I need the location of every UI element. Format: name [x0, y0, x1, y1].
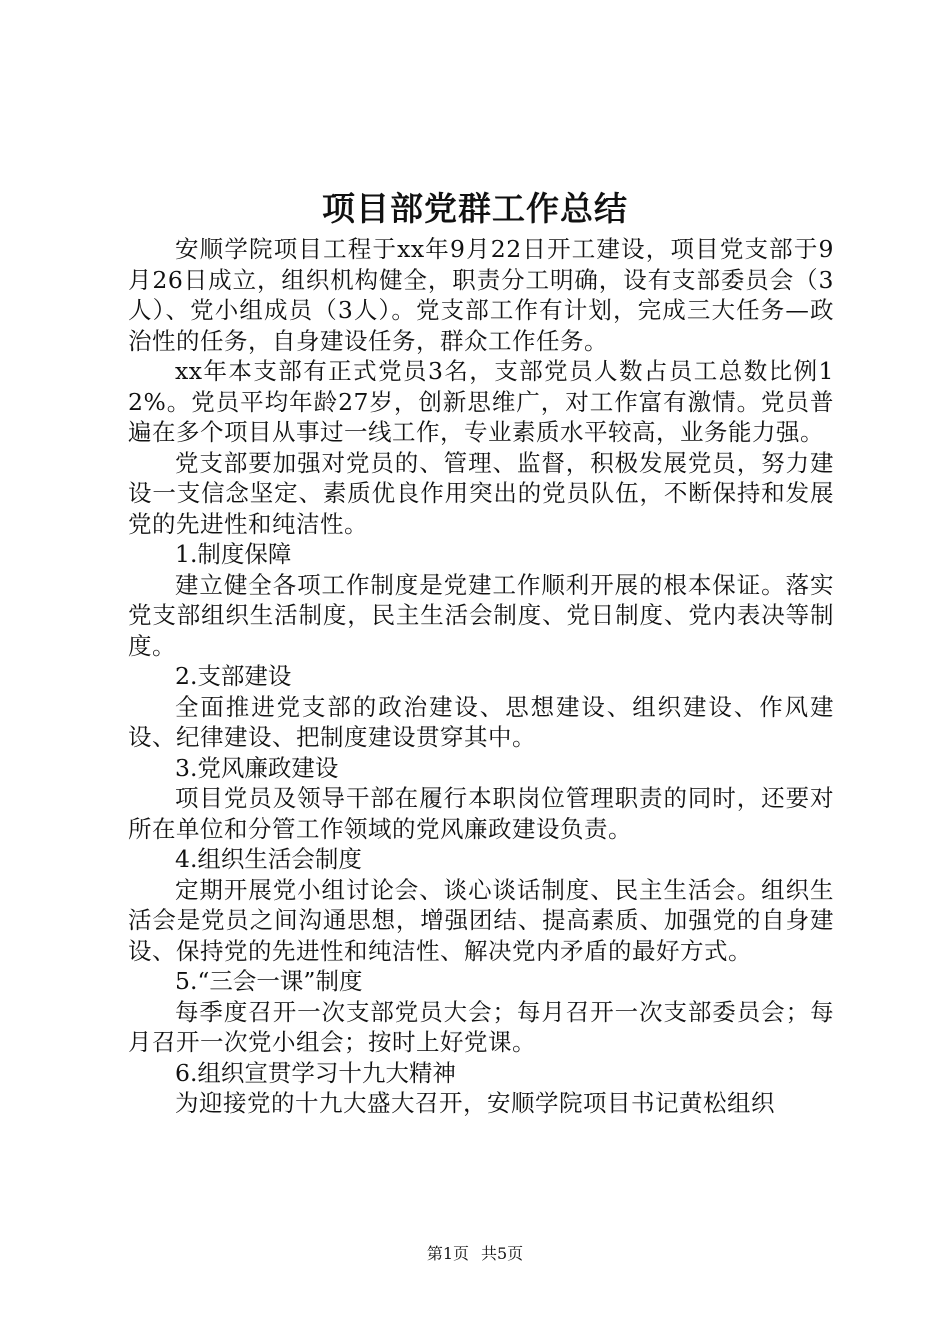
intro-paragraph-1: 安顺学院项目工程于xx年9月22日开工建设，项目党支部于9月26日成立，组织机构健全，职责分工明确，设有支部委员会（3人）、党小组成员（3人）。党支部工作有计划，完成三大任务—政治性的任务，自身建设任务，群众工作任务。: [128, 235, 834, 355]
section-text-4: 定期开展党小组讨论会、谈心谈话制度、民主生活会。组织生活会是党员之间沟通思想，增强团结、提高素质、加强党的自身建设、保持党的先进性和纯洁性、解决党内矛盾的最好方式。: [128, 875, 834, 965]
section-heading-1: 1.制度保障: [175, 540, 292, 568]
section-text-5: 每季度召开一次支部党员大会；每月召开一次支部委员会；每月召开一次党小组会；按时上好党课。: [128, 997, 834, 1056]
section-text-2: 全面推进党支部的政治建设、思想建设、组织建设、作风建设、纪律建设、把制度建设贯穿其中。: [128, 692, 834, 751]
section-heading-4: 4.组织生活会制度: [175, 845, 362, 873]
document-body: [128, 234, 834, 1119]
section-heading-5: 5.“三会一课”制度: [175, 967, 363, 995]
page-number: 第1页: [426, 1244, 469, 1263]
section-heading-3: 3.党风廉政建设: [175, 753, 339, 782]
section-heading-2: 2.支部建设: [175, 662, 292, 690]
section-text-3: 项目党员及领导干部在履行本职岗位管理职责的同时，还要对所在单位和分管工作领域的党风廉政建设负责。: [128, 784, 834, 843]
page-total: 共5页: [481, 1244, 524, 1263]
page-footer: [0, 1243, 950, 1265]
intro-paragraph-2: xx年本支部有正式党员3名，支部党员人数占员工总数比例12%。党员平均年龄27岁，创新思维广，对工作富有激情。党员普遍在多个项目从事过一线工作，专业素质水平较高，业务能力强。: [128, 357, 834, 446]
section-text-1: 建立健全各项工作制度是党建工作顺利开展的根本保证。落实党支部组织生活制度，民主生活会制度、党日制度、党内表决等制度。: [128, 570, 834, 660]
intro-paragraph-3: 党支部要加强对党员的、管理、监督，积极发展党员，努力建设一支信念坚定、素质优良作用突出的党员队伍，不断保持和发展党的先进性和纯洁性。: [128, 448, 834, 538]
document-title: 项目部党群工作总结: [322, 189, 628, 228]
section-text-6: 为迎接党的十九大盛大召开，安顺学院项目书记黄松组织: [175, 1089, 775, 1117]
section-heading-6: 6.组织宣贯学习十九大精神: [175, 1058, 456, 1087]
